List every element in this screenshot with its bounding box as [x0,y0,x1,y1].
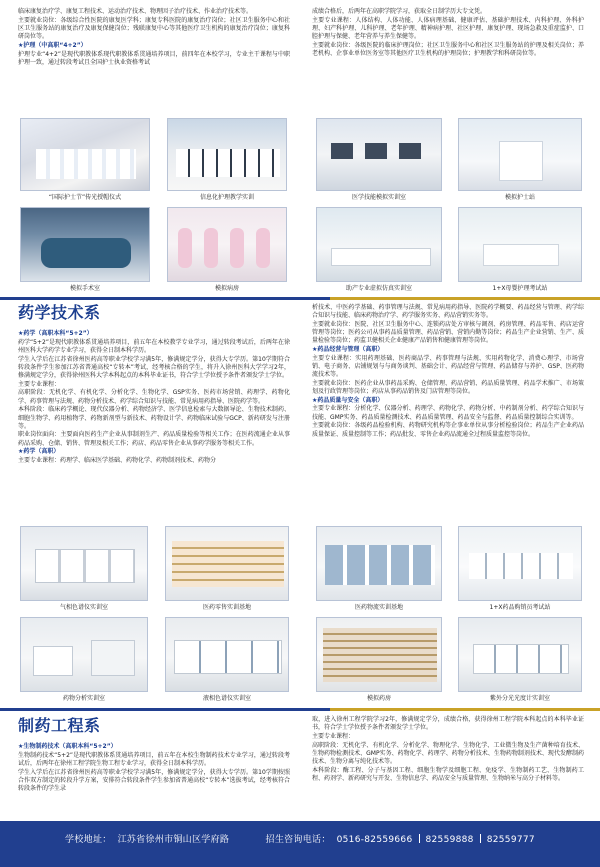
rehab-courses-text: 临床康复治疗学、康复工程技术、运动治疗技术、物理因子治疗技术、作业治疗技术等。 [18,8,253,15]
contact-footer [0,821,600,867]
pharmacy-left-paragraph: 本科阶段：临床药学概论、现代仪器分析、药物经济学、医学信息检索与大数据导论、生物技术制药、细胞生物学、药用植物学、药物新剂型与新技术、药物设计学、药物临床试验与GCP、新药研发与注册等。 [18,406,290,430]
section-divider-engineering-gold [330,708,600,711]
pharmacy-photo-8 [458,617,582,692]
footer-text [0,834,600,844]
pharmacy-left-heading: ★药学（高职） [18,448,60,456]
nursing-photo-caption-7: 助产专业虚拟仿真实训室 [345,285,412,292]
nursing-jobs-text: 主要就业岗位：各级医院的临床护理岗位；社区卫生服务中心和社区卫生服务站的护理及相关岗位；养老机构、企事业单位医务室等其他医疗卫生机构的护理岗位；护理教学和科研岗位等。 [312,41,584,58]
engineering-right-paragraph: 主要专业课程： [312,732,355,740]
pharmacy-left-paragraph: 职业岗位面向：主要面向医药生产企业从事制剂生产、药品质量检验等相关工作；在医药流通企业从事药品采购、仓储、销售、管理及相关工作；药店、药品零售企业从事药学服务等相关工作。 [18,431,290,447]
nursing-photo-caption-3: 医学技能模拟实训室 [351,194,406,201]
pharmacy-left-heading: ★药学（高职本科“5+2”） [18,330,93,337]
pharmacy-left-paragraph: 主要专业课程：药理学、临床医学基础、药物化学、药物制剂技术、药物分 [18,457,217,465]
address-label: 学校地址： [65,835,112,845]
pharmacy-photo-caption-6: 液相色谱仪实训室 [202,695,251,702]
nursing-photo-caption-1: “国际护士节”传光授帽仪式 [48,194,122,201]
pharmacy-right-paragraph: 主要就业岗位：医院、社区卫生服务中心、连锁药店处方审核与调剂、药房管理、药品零售、药店运营管理等岗位；医药公司从事药品质量管理、药品营销、营销内勤等岗位；药品生产企业营销、生产、质量检验等岗位；药监卫健相关企业健康产品销售和健康管理等岗位。 [312,320,584,345]
pharmacy-photo-7 [316,617,442,692]
nursing-photo-caption-6: 模拟病房 [214,285,239,292]
pharmacy-left-paragraph: 主要专业课程： [18,380,61,388]
pharmacy-photo-caption-8: 紫外分光光度计实训室 [489,695,550,702]
engineering-left-paragraph: 学生入学后在江苏省徐州医药高等职业学校学习满5年，修满规定学分，获得大专学历。第10学期按照合作双方制定的转段升学方案，安排符合转段条件学生参加省普通高校“专转本”选拔考试，经考核符合转段条件的学生录 [18,768,290,793]
nursing-photo-caption-2: 信息化护理教学实训 [199,194,254,201]
pharmacy-left-paragraph: 药学“5+2”是现代职教体系贯通培养项目，前五年在本校教学专业学习，通过转段考试后，后两年在徐州医科大学药学专业学习，获得全日制本科学历。 [18,338,290,354]
pharmacy-right-paragraph: 主要专业课程：分析化学、仪器分析、药理学、药物化学、药物分析、中药制剂分析、药学综合知识与技能、GMP实务、药品质量检测技术、药品质量管理、药品安全与监督、药品质量控制综合实训等。 [312,405,584,421]
pharmacy-photo-4 [458,526,582,601]
phone-2[interactable]: 82559888 [425,835,474,845]
nursing-intro-text: 护理专业“4+2”是现代职教体系现代职教体系贯通培养项目，前四年在本校学习，专业主干课程与中职护理一致，通过转段考试且全国护士执业资格考试 [18,50,290,66]
engineering-right-paragraph: 本科阶段：酶工程、分子与基因工程、细胞生物学及细胞工程、免疫学、生物制药工艺、生物制药工程、药剂学、新药研究与开发、生物信息学、药品安全与质量管理、生物纳米与高分子材料等。 [312,766,584,782]
engineering-left-paragraph: 生物制药技术“5+2”是现代职教体系贯通培养项目，前五年在本校生物制药技术专业学习，通过转段考试后，后两年在徐州工程学院生物工程专业学习，获得全日制本科学历。 [18,751,290,767]
engineering-right-paragraph: 取，进入徐州工程学院学习2年，修满规定学分，成绩合格，获得徐州工程学院本科起点的本科毕业证书，符合学士学位授予条件者颁发学士学位。 [312,716,584,732]
pharmacy-left-paragraph: 高职阶段：无机化学、有机化学、分析化学、生物化学、GSP实务、医药市场营销、药理学、药物化学、药事管理与法规、药物分析技术、药学综合知识与技能、常见病用药指导、医院药学等。 [18,389,290,405]
nursing-heading: ★护理（中高职“4+2”） [18,41,87,49]
pharmacy-left-paragraph: 学生入学后在江苏省徐州医药高等职业学校学习满5年，修满规定学分，获得大专学历。第10学期符合转段条件学生参加江苏省普通高校“专转本”考试，经考核合格的学生，将升入徐州医科大学学习2年，修满规定学分，获得徐州医科大学本科起点的本科毕业证书，符合学士学位授予条件者颁发学士学位。 [18,355,290,380]
engineering-section-title: 制药工程系 [18,716,101,735]
school-address: 江苏省徐州市铜山区学府路 [117,835,230,845]
phone-3[interactable]: 82559777 [486,835,535,845]
phone-1[interactable]: 0516-82559666 [336,835,413,845]
pharmacy-right-heading: ★药品经营与管理（高职） [312,346,384,354]
pharmacy-photo-caption-4: 1+X药品购销员考试站 [489,604,551,611]
nursing-photo-caption-4: 模拟护士站 [504,194,535,201]
engineering-right-paragraph: 高职阶段：无机化学、有机化学、分析化学、物理化学、生物化学、工业微生物及生产菌种培育技术、生物药物检测技术、GMP实务、药物化学、药理学、药物分析技术、生物药物制剂技术、现代发酵制药技术、生物分离与纯化技术等。 [312,741,584,766]
pharmacy-photo-5 [20,617,148,692]
rehab-jobs-text: 主要就业岗位：各级综合性医院的康复医学科；康复专科医院的康复治疗岗位；社区卫生服务中心和社区卫生服务站的康复治疗及康复保健岗位；残联康复中心等其他医疗卫生机构的康复治疗岗位；康复科研岗位等。 [18,16,290,41]
pharmacy-right-paragraph: 主要就业岗位：各级药品检验机构、药物研究机构等企事业单位从事分析检验岗位；药品生产企业药品质量保证、质量控制等工作；药品批发、零售企业药品流通全过程质量监控等岗位。 [312,422,584,438]
pharmacy-right-paragraph: 主要专业课程：实用药理基础、医药商品学、药事管理与法规、实用药物化学、消费心理学、市场营销、电子商务、店铺规划与与商务谈判、基础会计、药品经营与管理、药品储存与养护、GSP、医药物流技术等。 [312,354,584,379]
nursing-photo-caption-8: 1+X母婴护理考试站 [492,285,548,292]
engineering-left-column [18,743,290,794]
nursing-diploma-text: 成绩合格后，后两年在高职学院学习，获取全日制学历大专文凭。 [312,8,487,15]
pharmacy-photo-caption-1: 气相色谱仪实训室 [59,604,108,611]
pharmacy-right-paragraph: 析技术、中医药学基础、药事管理与法规、常见病用药指导、医院药学概要、药品经营与管理、药学综合知识与技能、临床药物治疗学、药学服务实务、药品营销实务等。 [312,304,584,320]
engineering-right-column [312,716,584,784]
nursing-photo-caption-5: 模拟手术室 [69,285,100,292]
pharmacy-photo-3 [316,526,442,601]
phone-label: 招生咨询电话： [265,835,331,845]
nursing-courses-text: 主要专业课程：人体结构、人体功能、人体病理基础、健康评估、基础护理技术、内科护理、外科护理、妇产科护理、儿科护理、老年护理、精神病护理、社区护理、康复护理、现场急救及重症监护、口腔护理与保健、老年营养与养生保健等。 [312,16,584,41]
section-divider-engineering [0,708,330,711]
pharmacy-photo-2 [165,526,289,601]
engineering-left-heading: ★生物制药技术（高职本科“5+2”） [18,743,117,750]
pharmacy-photo-6 [165,617,289,692]
pharmacy-photo-caption-3: 医药物流实训基地 [354,604,403,611]
pharmacy-photo-caption-2: 医药零售实训基地 [202,604,251,611]
pharmacy-photo-caption-5: 药物分析实训室 [62,695,105,702]
pharmacy-section-title: 药学技术系 [18,303,101,322]
pharmacy-right-heading: ★药品质量与安全（高职） [312,396,384,404]
pharmacy-photo-1 [20,526,148,601]
pharmacy-right-paragraph: 主要就业岗位：医药企业从事药品采购、仓储管理、药品营销、药品质量管理、药品学术推广、市场策划及行政管理等岗位；药店从事药品销售及门店管理等岗位。 [312,379,584,396]
pharmacy-photo-caption-7: 模拟药房 [366,695,391,702]
